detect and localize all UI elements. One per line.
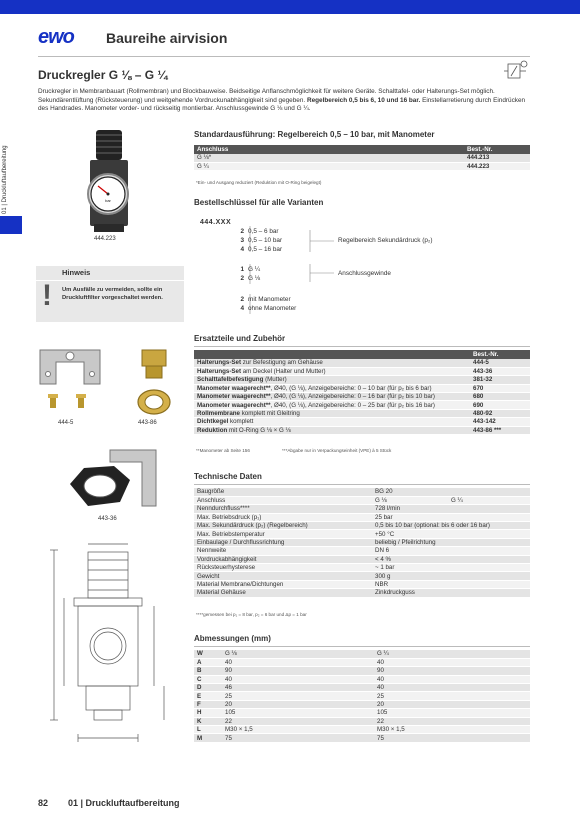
- tech-table: [194, 488, 530, 598]
- key-option: 2 mit Manometer: [240, 296, 291, 303]
- key-option: 3 0,5 – 10 bar: [240, 237, 283, 244]
- key-group1-desc: Regelbereich Sekundärdruck (p₂): [338, 237, 433, 244]
- svg-text:bar: bar: [105, 198, 111, 203]
- table-row: Reduktion mit O-Ring G ⅛ × G ⅛ 443-86 ***: [194, 426, 530, 434]
- tech-heading: Technische Daten: [194, 472, 262, 481]
- table-row: Manometer waagerecht**, Ø40, (G ⅛), Anzeigebereiche: 0 – 16 bar (für p₂ bis 10 bar) 680: [194, 393, 530, 401]
- table-row: Max. Betriebsdruck (p₁) 25 bar: [194, 513, 530, 521]
- bracket-nut-image: [60, 446, 168, 514]
- table-row: Halterungs-Set am Deckel (Halter und Mutter) 443-36: [194, 367, 530, 375]
- table-row: D 46 40: [194, 684, 530, 692]
- standard-heading: Standardausführung: Regelbereich 0,5 – 10 bar, mit Manometer: [194, 130, 435, 139]
- key-group2-desc: Anschlussgewinde: [338, 270, 391, 277]
- img3-caption: 443-36: [98, 516, 117, 522]
- table-row: C 40 40: [194, 675, 530, 683]
- spares-note-2: ***Abgabe nur in Verpackungseinheit (VPE) à 5 Stück: [282, 448, 392, 453]
- page-number: 82: [38, 798, 49, 808]
- table-row: Einbaulage / Durchflussrichtung beliebig / Pfeilrichtung: [194, 538, 530, 546]
- table-row: L M30 × 1,5 M30 × 1,5: [194, 726, 530, 734]
- order-key-heading: Bestellschlüssel für alle Varianten: [194, 198, 324, 207]
- table-row: Schalttafelbefestigung (Mutter) 381-32: [194, 376, 530, 384]
- table-row: Manometer waagerecht**, Ø40, (G ⅛), Anzeigebereiche: 0 – 25 bar (für p₂ bis 16 bar) 690: [194, 401, 530, 409]
- dimension-drawing: [34, 540, 182, 762]
- regulator-product-image: [72, 128, 144, 236]
- key-option: 4 0,5 – 16 bar: [240, 246, 283, 253]
- order-key-prefix: 444.XXX: [200, 219, 232, 226]
- reduction-image: [128, 348, 180, 420]
- table-row: E 25 25: [194, 692, 530, 700]
- table-row: Dichtkegel komplett 443-142: [194, 418, 530, 426]
- footer-section: 01 | Druckluftaufbereitung: [68, 798, 180, 808]
- top-brand-bar: [0, 0, 580, 14]
- key-option: 2 G ⅛: [240, 275, 261, 282]
- hint-divider: [36, 280, 184, 281]
- table-row: Nennweite DN 6: [194, 547, 530, 555]
- table-row: Rollmembrane komplett mit Gleitring 480-92: [194, 409, 530, 417]
- dims-table: [194, 650, 530, 743]
- standard-note: *Ein- und Ausgang reduziert (Reduktion mit O-Ring beigelegt): [196, 180, 322, 185]
- key-option: 2 0,5 – 6 bar: [240, 228, 279, 235]
- key-option: 1 G ¼: [240, 266, 261, 273]
- spares-divider: [194, 346, 530, 347]
- table-row: M 75 75: [194, 734, 530, 742]
- regulator-symbol-icon: [502, 60, 528, 82]
- spares-note-1: **Manometer ab Seite 156: [196, 448, 250, 453]
- table-row: G ¼ 444.223: [194, 162, 530, 170]
- series-title: Baureihe airvision: [106, 30, 228, 46]
- col-best-nr: Best.-Nr.: [464, 145, 530, 154]
- spares-heading: Ersatzteile und Zubehör: [194, 334, 286, 343]
- table-row: Manometer waagerecht**, Ø40, (G ⅛), Anzeigebereiche: 0 – 10 bar (für p₂ bis 6 bar) 670: [194, 384, 530, 392]
- key-option: 4 ohne Manometer: [240, 305, 297, 312]
- exclamation-icon: !: [42, 279, 52, 312]
- side-section-marker: [0, 216, 22, 234]
- ewo-logo: ewo: [38, 26, 74, 48]
- table-row: H 105 105: [194, 709, 530, 717]
- table-row: Max. Betriebstemperatur +50 °C: [194, 530, 530, 538]
- hint-title: Hinweis: [62, 268, 91, 277]
- dims-divider: [194, 646, 530, 647]
- tech-divider: [194, 484, 530, 485]
- col-anschluss: Anschluss: [194, 145, 464, 154]
- table-row: Max. Sekundärdruck (p₂) (Regelbereich) 0,5 bis 10 bar (optional: bis 6 oder 16 bar): [194, 522, 530, 530]
- spares-table: [194, 350, 530, 435]
- table-row: B 90 90: [194, 667, 530, 675]
- table-row: Vordruckabhängigkeit < 4 %: [194, 555, 530, 563]
- table-row: Material Membrane/Dichtungen NBR: [194, 580, 530, 588]
- table-row: W G ⅛ G ¼: [194, 650, 530, 658]
- product-description: Druckregler in Membranbauart (Rollmembran) und Blockbauweise. Beidseitige Anflanschmöglichkeit für weitere Geräte. Schalttafel- oder Halterungs-Set möglich. Sekundärentlüftung (Rücksteuerung) und weitgehende Vordruckunabhängigkeit sind gegeben. Regelbereich 0,5 bis 6, 10 und 16 bar. Einstellarretierung durch Eindrücken des Handrades. Manometer vorder- und rückseitig montierbar. Anschlussgewinde G ⅛ und G ¼.: [38, 88, 526, 113]
- tech-note: ****gemessen bei p₁ = 8 bar, p₂ = 6 bar und Δp = 1 bar: [196, 612, 307, 617]
- hint-text: Um Ausfälle zu vermeiden, sollte ein Druckluftfilter vorgeschaltet werden.: [62, 287, 163, 301]
- table-row: Material Gehäuse Zinkdruckguss: [194, 589, 530, 597]
- table-row: Rücksteuerhysterese ~ 1 bar: [194, 564, 530, 572]
- table-row: G ⅛* 444.213: [194, 154, 530, 162]
- header-divider: [38, 56, 530, 57]
- img2-caption: 443-86: [138, 420, 157, 426]
- col-best-nr: Best.-Nr.: [470, 350, 530, 359]
- table-row: Halterungs-Set zur Befestigung am Gehäuse 444-5: [194, 359, 530, 367]
- img1-caption: 444-5: [58, 420, 74, 426]
- bracket-set-image: [32, 344, 108, 420]
- standard-table: [194, 145, 530, 171]
- table-row: Baugröße BG 20: [194, 488, 530, 496]
- table-row: A 40 40: [194, 658, 530, 666]
- table-row: F 20 20: [194, 700, 530, 708]
- table-row: Anschluss G ⅛ G ¼: [194, 496, 530, 504]
- side-section-label: 01 | Druckluftaufbereitung: [2, 145, 8, 214]
- product-title: Druckregler G ⅛ – G ¼: [38, 68, 168, 82]
- dims-heading: Abmessungen (mm): [194, 634, 271, 643]
- table-row: Nenndurchfluss**** 728 l/min: [194, 505, 530, 513]
- table-row: Gewicht 300 g: [194, 572, 530, 580]
- main-image-caption: 444.223: [94, 236, 116, 242]
- table-row: K 22 22: [194, 717, 530, 725]
